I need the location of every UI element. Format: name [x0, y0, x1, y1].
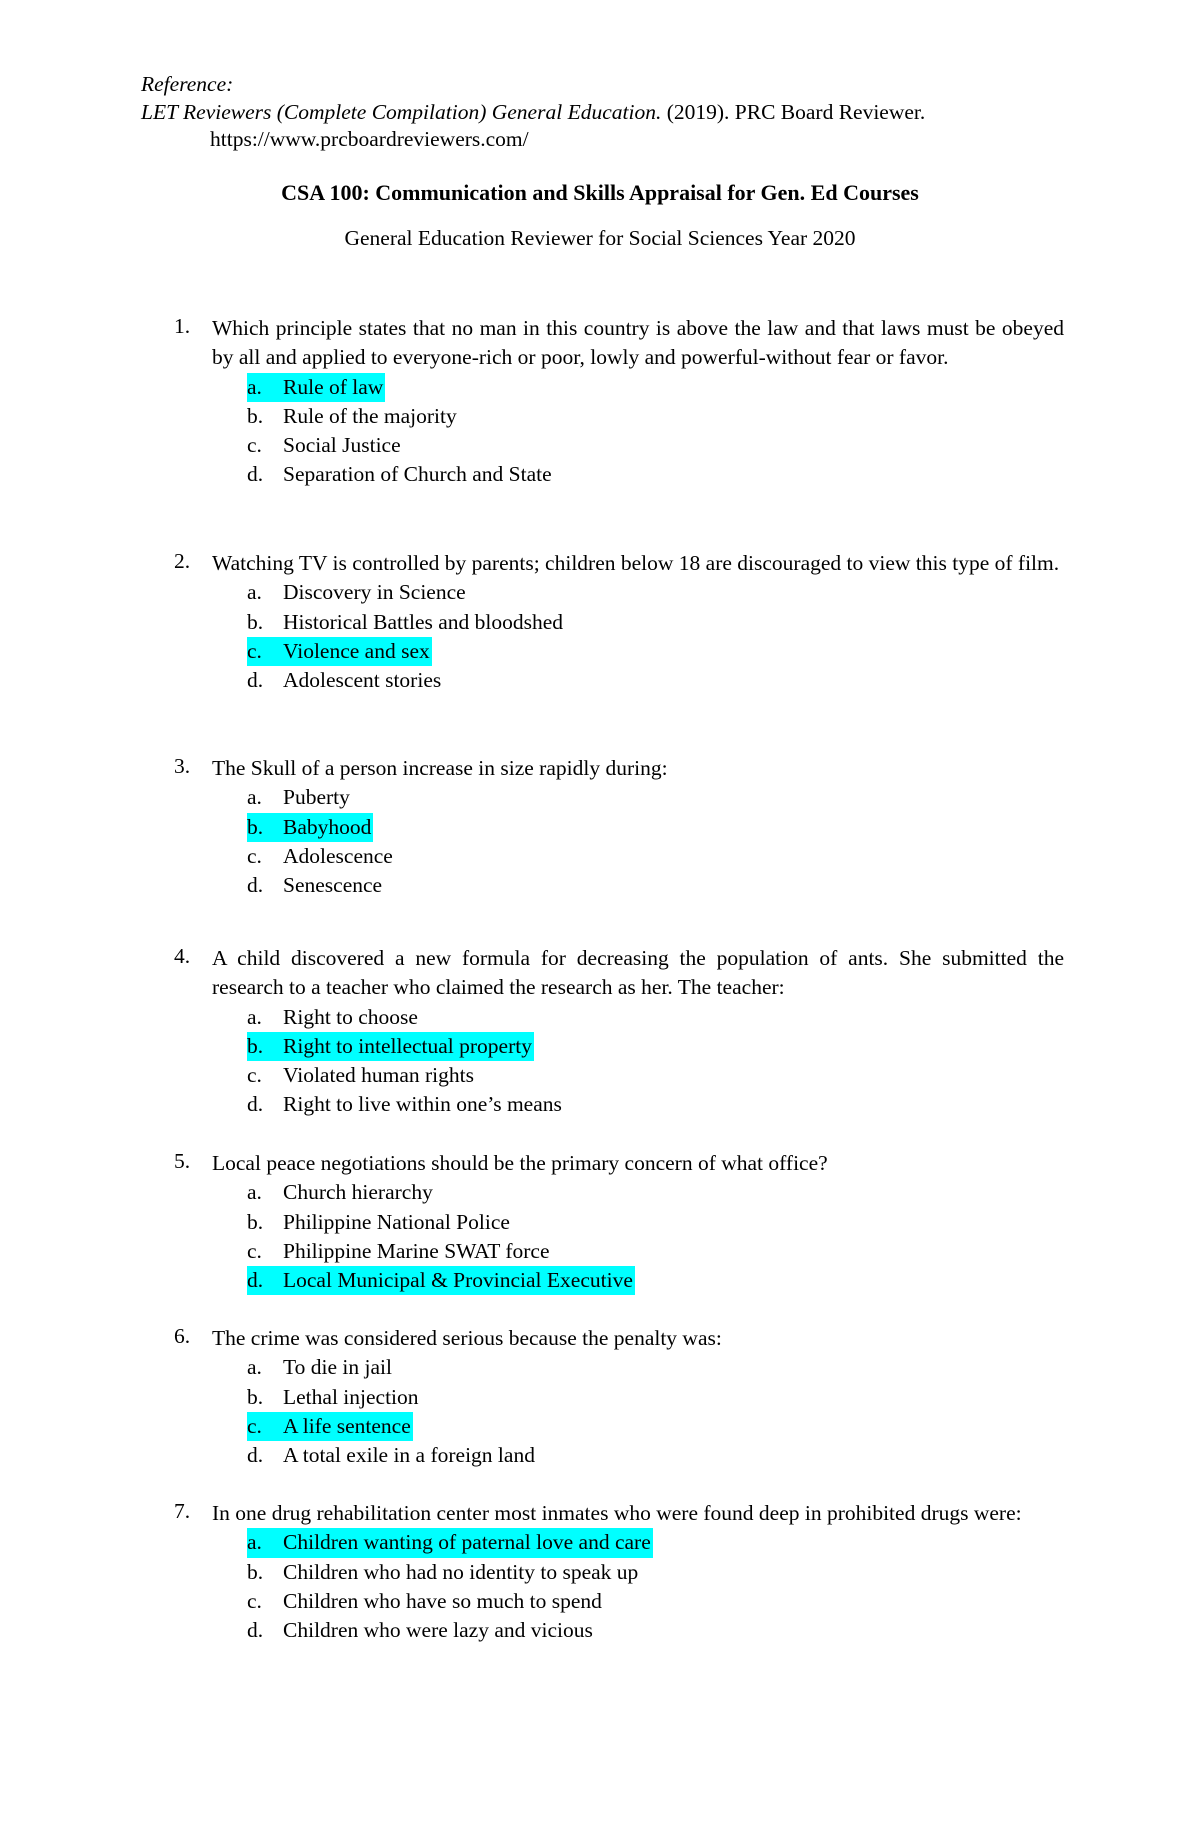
answer-choice-content: [247, 871, 384, 900]
choice-letter: a.: [247, 1355, 262, 1380]
answer-choice-content: [247, 1061, 476, 1090]
answer-choice: [247, 460, 1064, 489]
choice-letter: c.: [247, 1238, 262, 1263]
answer-choice: [247, 402, 1064, 431]
choice-letter: c.: [247, 433, 262, 458]
answer-choice-content: [247, 460, 554, 489]
question-number: 7.: [174, 1499, 191, 1523]
reference-details: (2019). PRC Board Reviewer.: [661, 100, 926, 124]
answer-choice: [247, 1558, 1064, 1587]
reference-citation: [141, 100, 925, 125]
answer-choice-content: [247, 1090, 564, 1119]
answer-choice: [247, 1237, 1064, 1266]
question-3: [174, 754, 1064, 900]
answer-choice: [247, 1353, 1064, 1382]
choice-text: Adolescent stories: [283, 668, 442, 693]
choice-text: Senescence: [283, 873, 383, 898]
answer-choice-content: [247, 1558, 640, 1587]
choice-text: Historical Battles and bloodshed: [283, 609, 564, 634]
reference-title: LET Reviewers (Complete Compilation) General Education.: [141, 100, 662, 124]
answer-choice-content: [247, 1587, 604, 1616]
answer-choice-content: [247, 1353, 394, 1382]
choice-letter: a.: [247, 374, 262, 399]
choice-letter: b.: [247, 1559, 264, 1584]
choice-letter: b.: [247, 1384, 264, 1409]
choice-text: Right to choose: [283, 1004, 418, 1029]
choice-text: Babyhood: [283, 814, 372, 839]
answer-choice: [247, 1090, 1064, 1119]
answer-choice-content: [247, 578, 468, 607]
choice-text: Children who were lazy and vicious: [283, 1618, 593, 1643]
question-text: Which principle states that no man in this country is above the law and that laws must be obeyed by all and applied to everyone-rich or poor, lowly and powerful-without fear or favor.: [212, 316, 1064, 370]
choice-letter: a.: [247, 1004, 262, 1029]
answer-choice-correct: [247, 637, 1064, 666]
answer-choice-correct: [247, 1412, 1064, 1441]
answer-choice-content: [247, 1178, 435, 1207]
choice-letter: b.: [247, 1209, 264, 1234]
choice-text: Puberty: [283, 785, 350, 810]
choice-letter: c.: [247, 1063, 262, 1088]
choice-text: Separation of Church and State: [283, 462, 552, 487]
question-number: 6.: [174, 1324, 191, 1348]
choice-text: Social Justice: [283, 433, 401, 458]
choice-text: Children wanting of paternal love and care: [283, 1530, 651, 1555]
choice-text: Philippine Marine SWAT force: [283, 1238, 550, 1263]
answer-choice-content: [247, 1441, 537, 1470]
reference-label: Reference:: [141, 72, 234, 96]
choice-letter: b.: [247, 814, 264, 839]
choice-text: Children who have so much to spend: [283, 1588, 602, 1613]
reference-url: https://www.prcboardreviewers.com/: [210, 127, 529, 151]
question-text: Watching TV is controlled by parents; children below 18 are discouraged to view this type of film.: [212, 551, 1060, 575]
choice-text: Adolescence: [283, 843, 393, 868]
question-5: [174, 1149, 1064, 1295]
answer-choice-correct: [247, 1032, 1064, 1061]
choice-text: Rule of law: [283, 374, 384, 399]
answer-highlight: [247, 813, 373, 842]
choice-letter: d.: [247, 1268, 264, 1293]
answer-choice-correct: [247, 813, 1064, 842]
answer-choice: [247, 1208, 1064, 1237]
choice-letter: d.: [247, 462, 264, 487]
choice-text: Children who had no identity to speak up: [283, 1559, 639, 1584]
choice-letter: c.: [247, 1413, 262, 1438]
answer-choice: [247, 431, 1064, 460]
choice-letter: b.: [247, 609, 264, 634]
choice-text: Church hierarchy: [283, 1180, 433, 1205]
page-title: CSA 100: Communication and Skills Appraisal for Gen. Ed Courses: [281, 180, 919, 205]
choice-text: Violated human rights: [283, 1063, 474, 1088]
answer-choice-content: [247, 431, 403, 460]
question-1: [174, 314, 1064, 490]
choice-letter: c.: [247, 638, 262, 663]
answer-choice-content: [247, 1237, 552, 1266]
page-subtitle: General Education Reviewer for Social Sciences Year 2020: [344, 226, 856, 250]
choice-letter: d.: [247, 1092, 264, 1117]
answer-choice: [247, 666, 1064, 695]
answer-choice: [247, 608, 1064, 637]
choice-text: A total exile in a foreign land: [283, 1443, 535, 1468]
answer-choice: [247, 1178, 1064, 1207]
answer-choice: [247, 871, 1064, 900]
question-text: The Skull of a person increase in size rapidly during:: [212, 756, 668, 780]
choice-text: A life sentence: [283, 1413, 411, 1438]
question-text: A child discovered a new formula for decreasing the population of ants. She submitted the research to a teacher who claimed the research as her. The teacher:: [212, 946, 1064, 1000]
choice-text: Violence and sex: [283, 638, 430, 663]
question-text: Local peace negotiations should be the primary concern of what office?: [212, 1151, 828, 1175]
choice-letter: b.: [247, 403, 264, 428]
choice-letter: a.: [247, 1180, 262, 1205]
answer-choice-correct: [247, 1266, 1064, 1295]
choice-letter: d.: [247, 873, 264, 898]
choice-text: Local Municipal & Provincial Executive: [283, 1268, 633, 1293]
answer-choice: [247, 1061, 1064, 1090]
choice-letter: c.: [247, 843, 262, 868]
choice-text: Rule of the majority: [283, 403, 457, 428]
answer-highlight: [247, 1412, 413, 1441]
answer-highlight: [247, 637, 432, 666]
choice-text: Lethal injection: [283, 1384, 419, 1409]
answer-choice: [247, 1616, 1064, 1645]
choice-text: Discovery in Science: [283, 580, 466, 605]
answer-choice-content: [247, 666, 443, 695]
question-2: [174, 549, 1064, 695]
answer-choice: [247, 1003, 1064, 1032]
question-number: 2.: [174, 549, 191, 573]
answer-choice-correct: [247, 373, 1064, 402]
choice-text: To die in jail: [283, 1355, 392, 1380]
question-number: 3.: [174, 754, 191, 778]
question-text: In one drug rehabilitation center most inmates who were found deep in prohibited drugs were:: [212, 1501, 1022, 1525]
choice-text: Philippine National Police: [283, 1209, 510, 1234]
question-number: 1.: [174, 314, 191, 338]
choice-letter: d.: [247, 1443, 264, 1468]
answer-choice-content: [247, 842, 395, 871]
choice-letter: d.: [247, 668, 264, 693]
question-4: [174, 944, 1064, 1120]
choice-text: Right to live within one’s means: [283, 1092, 562, 1117]
question-6: [174, 1324, 1064, 1470]
answer-choice: [247, 1587, 1064, 1616]
answer-highlight: [247, 373, 385, 402]
question-text: The crime was considered serious because the penalty was:: [212, 1326, 722, 1350]
answer-choice: [247, 783, 1064, 812]
choice-letter: b.: [247, 1033, 264, 1058]
answer-highlight: [247, 1266, 635, 1295]
answer-choice-content: [247, 1208, 512, 1237]
question-number: 4.: [174, 944, 191, 968]
answer-choice-content: [247, 1383, 421, 1412]
question-7: [174, 1499, 1064, 1645]
answer-choice: [247, 578, 1064, 607]
question-number: 5.: [174, 1149, 191, 1173]
answer-choice: [247, 1441, 1064, 1470]
answer-choice-content: [247, 1003, 420, 1032]
choice-letter: d.: [247, 1618, 264, 1643]
answer-choice-content: [247, 608, 565, 637]
choice-letter: a.: [247, 580, 262, 605]
answer-highlight: [247, 1032, 534, 1061]
choice-letter: a.: [247, 785, 262, 810]
answer-highlight: [247, 1528, 653, 1557]
answer-choice: [247, 842, 1064, 871]
answer-choice-content: [247, 783, 352, 812]
answer-choice: [247, 1383, 1064, 1412]
choice-text: Right to intellectual property: [283, 1033, 532, 1058]
answer-choice-correct: [247, 1528, 1064, 1557]
choice-letter: a.: [247, 1530, 262, 1555]
choice-letter: c.: [247, 1588, 262, 1613]
answer-choice-content: [247, 402, 459, 431]
answer-choice-content: [247, 1616, 595, 1645]
